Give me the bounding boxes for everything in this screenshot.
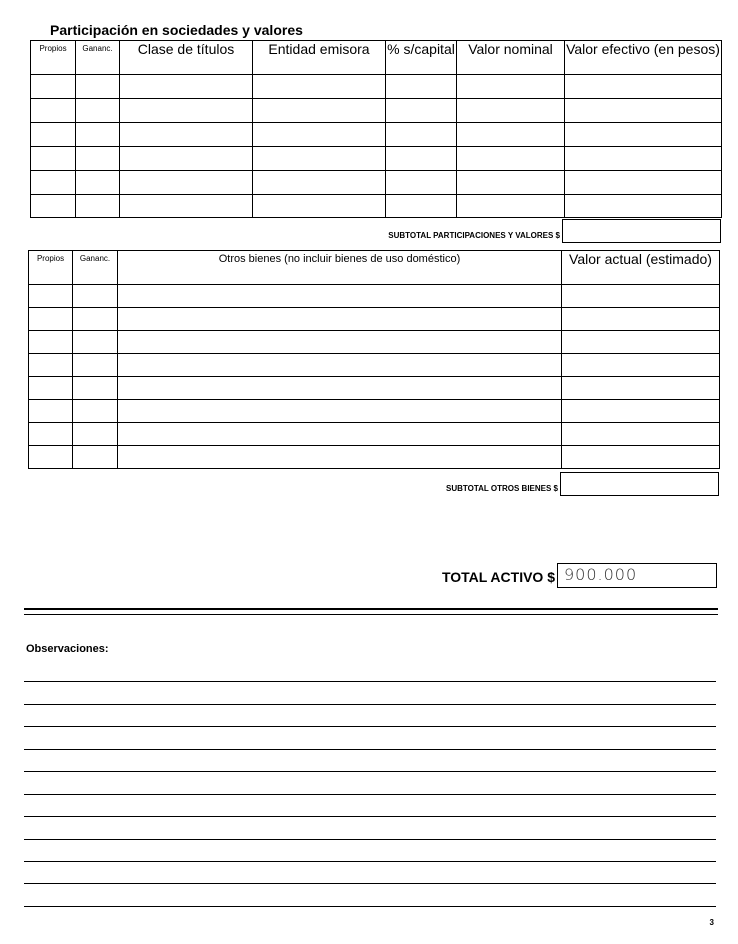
col-gananc: Gananc.: [76, 41, 120, 75]
table-row[interactable]: [29, 331, 720, 354]
table-row[interactable]: [29, 377, 720, 400]
cell[interactable]: [29, 308, 73, 331]
col-valor-efectivo: Valor efectivo (en pesos): [565, 41, 722, 75]
col-gananc: Gananc.: [73, 251, 118, 285]
table-row[interactable]: [29, 285, 720, 308]
subtotal-participaciones-label: SUBTOTAL PARTICIPACIONES Y VALORES $: [388, 231, 560, 240]
cell[interactable]: [73, 446, 118, 469]
cell[interactable]: [73, 331, 118, 354]
cell[interactable]: [31, 75, 76, 99]
cell[interactable]: [120, 99, 253, 123]
cell[interactable]: [565, 99, 722, 123]
cell[interactable]: [386, 171, 457, 195]
observaciones-line[interactable]: [24, 704, 716, 705]
cell[interactable]: [31, 99, 76, 123]
subtotal-otros-bienes-label: SUBTOTAL OTROS BIENES $: [445, 484, 558, 493]
cell[interactable]: [120, 123, 253, 147]
cell[interactable]: [31, 123, 76, 147]
cell[interactable]: [565, 147, 722, 171]
cell[interactable]: [29, 331, 73, 354]
table-header-row: [29, 251, 720, 285]
total-activo-field[interactable]: [557, 563, 717, 588]
cell[interactable]: [73, 423, 118, 446]
cell[interactable]: [73, 400, 118, 423]
participaciones-table: [30, 40, 722, 218]
cell[interactable]: [565, 171, 722, 195]
cell[interactable]: [562, 354, 720, 377]
cell[interactable]: [118, 354, 562, 377]
cell[interactable]: [118, 377, 562, 400]
table-row[interactable]: [29, 354, 720, 377]
cell[interactable]: [253, 171, 386, 195]
observaciones-line[interactable]: [24, 681, 716, 682]
cell[interactable]: [562, 331, 720, 354]
observaciones-line[interactable]: [24, 906, 716, 907]
cell[interactable]: [118, 446, 562, 469]
col-propios: Propios: [29, 251, 73, 285]
cell[interactable]: [118, 400, 562, 423]
cell[interactable]: [76, 171, 120, 195]
cell[interactable]: [120, 147, 253, 171]
cell[interactable]: [457, 99, 565, 123]
cell[interactable]: [31, 147, 76, 171]
cell[interactable]: [76, 99, 120, 123]
total-activo-value: 900.000: [564, 565, 638, 584]
cell[interactable]: [118, 423, 562, 446]
cell[interactable]: [562, 423, 720, 446]
cell[interactable]: [386, 99, 457, 123]
cell[interactable]: [73, 285, 118, 308]
cell[interactable]: [565, 195, 722, 218]
cell[interactable]: [29, 354, 73, 377]
cell[interactable]: [76, 147, 120, 171]
cell[interactable]: [29, 400, 73, 423]
cell[interactable]: [562, 377, 720, 400]
cell[interactable]: [562, 446, 720, 469]
subtotal-otros-bienes-field[interactable]: [560, 472, 719, 496]
table-row[interactable]: [31, 99, 722, 123]
cell[interactable]: [253, 75, 386, 99]
table-row[interactable]: [29, 446, 720, 469]
observaciones-label: Observaciones:: [26, 643, 109, 655]
cell[interactable]: [29, 377, 73, 400]
cell[interactable]: [386, 195, 457, 218]
cell[interactable]: [120, 195, 253, 218]
subtotal-participaciones-field[interactable]: [562, 219, 721, 243]
cell[interactable]: [457, 195, 565, 218]
cell[interactable]: [565, 123, 722, 147]
cell[interactable]: [253, 99, 386, 123]
cell[interactable]: [253, 123, 386, 147]
cell[interactable]: [31, 195, 76, 218]
table-row[interactable]: [31, 147, 722, 171]
cell[interactable]: [76, 195, 120, 218]
cell[interactable]: [29, 423, 73, 446]
observaciones-line[interactable]: [24, 883, 716, 884]
otros-bienes-table: [28, 250, 720, 469]
observaciones-line[interactable]: [24, 771, 716, 772]
col-valor-actual: Valor actual (estimado): [562, 251, 720, 285]
cell[interactable]: [253, 195, 386, 218]
cell[interactable]: [118, 331, 562, 354]
col-clase-titulos: Clase de títulos: [120, 41, 253, 75]
cell[interactable]: [386, 147, 457, 171]
cell[interactable]: [565, 75, 722, 99]
observaciones-line[interactable]: [24, 861, 716, 862]
cell[interactable]: [73, 377, 118, 400]
col-valor-nominal: Valor nominal: [457, 41, 565, 75]
observaciones-line[interactable]: [24, 794, 716, 795]
col-otros-bienes: Otros bienes (no incluir bienes de uso doméstico): [118, 251, 562, 285]
table-header-row: [31, 41, 722, 75]
page-number: 3: [709, 918, 714, 927]
cell[interactable]: [562, 400, 720, 423]
table-row[interactable]: [29, 423, 720, 446]
table-row[interactable]: [29, 400, 720, 423]
cell[interactable]: [76, 75, 120, 99]
observaciones-line[interactable]: [24, 749, 716, 750]
cell[interactable]: [120, 171, 253, 195]
table-row[interactable]: [31, 195, 722, 218]
cell[interactable]: [29, 446, 73, 469]
cell[interactable]: [118, 308, 562, 331]
cell[interactable]: [562, 285, 720, 308]
cell[interactable]: [31, 171, 76, 195]
col-entidad-emisora: Entidad emisora: [253, 41, 386, 75]
cell[interactable]: [457, 75, 565, 99]
col-porcentaje-capital: % s/capital: [386, 41, 457, 75]
col-propios: Propios: [31, 41, 76, 75]
cell[interactable]: [29, 285, 73, 308]
table-row[interactable]: [31, 123, 722, 147]
observaciones-line[interactable]: [24, 816, 716, 817]
cell[interactable]: [253, 147, 386, 171]
cell[interactable]: [120, 75, 253, 99]
cell[interactable]: [386, 123, 457, 147]
cell[interactable]: [73, 308, 118, 331]
cell[interactable]: [457, 147, 565, 171]
observaciones-line[interactable]: [24, 726, 716, 727]
cell[interactable]: [457, 123, 565, 147]
cell[interactable]: [457, 171, 565, 195]
table-row[interactable]: [31, 75, 722, 99]
total-activo-label: TOTAL ACTIVO $: [441, 569, 555, 585]
cell[interactable]: [118, 285, 562, 308]
section-divider: [24, 608, 718, 615]
observaciones-line[interactable]: [24, 839, 716, 840]
cell[interactable]: [76, 123, 120, 147]
cell[interactable]: [562, 308, 720, 331]
table-row[interactable]: [31, 171, 722, 195]
section-title-participaciones: Participación en sociedades y valores: [50, 22, 303, 38]
cell[interactable]: [73, 354, 118, 377]
table-row[interactable]: [29, 308, 720, 331]
cell[interactable]: [386, 75, 457, 99]
